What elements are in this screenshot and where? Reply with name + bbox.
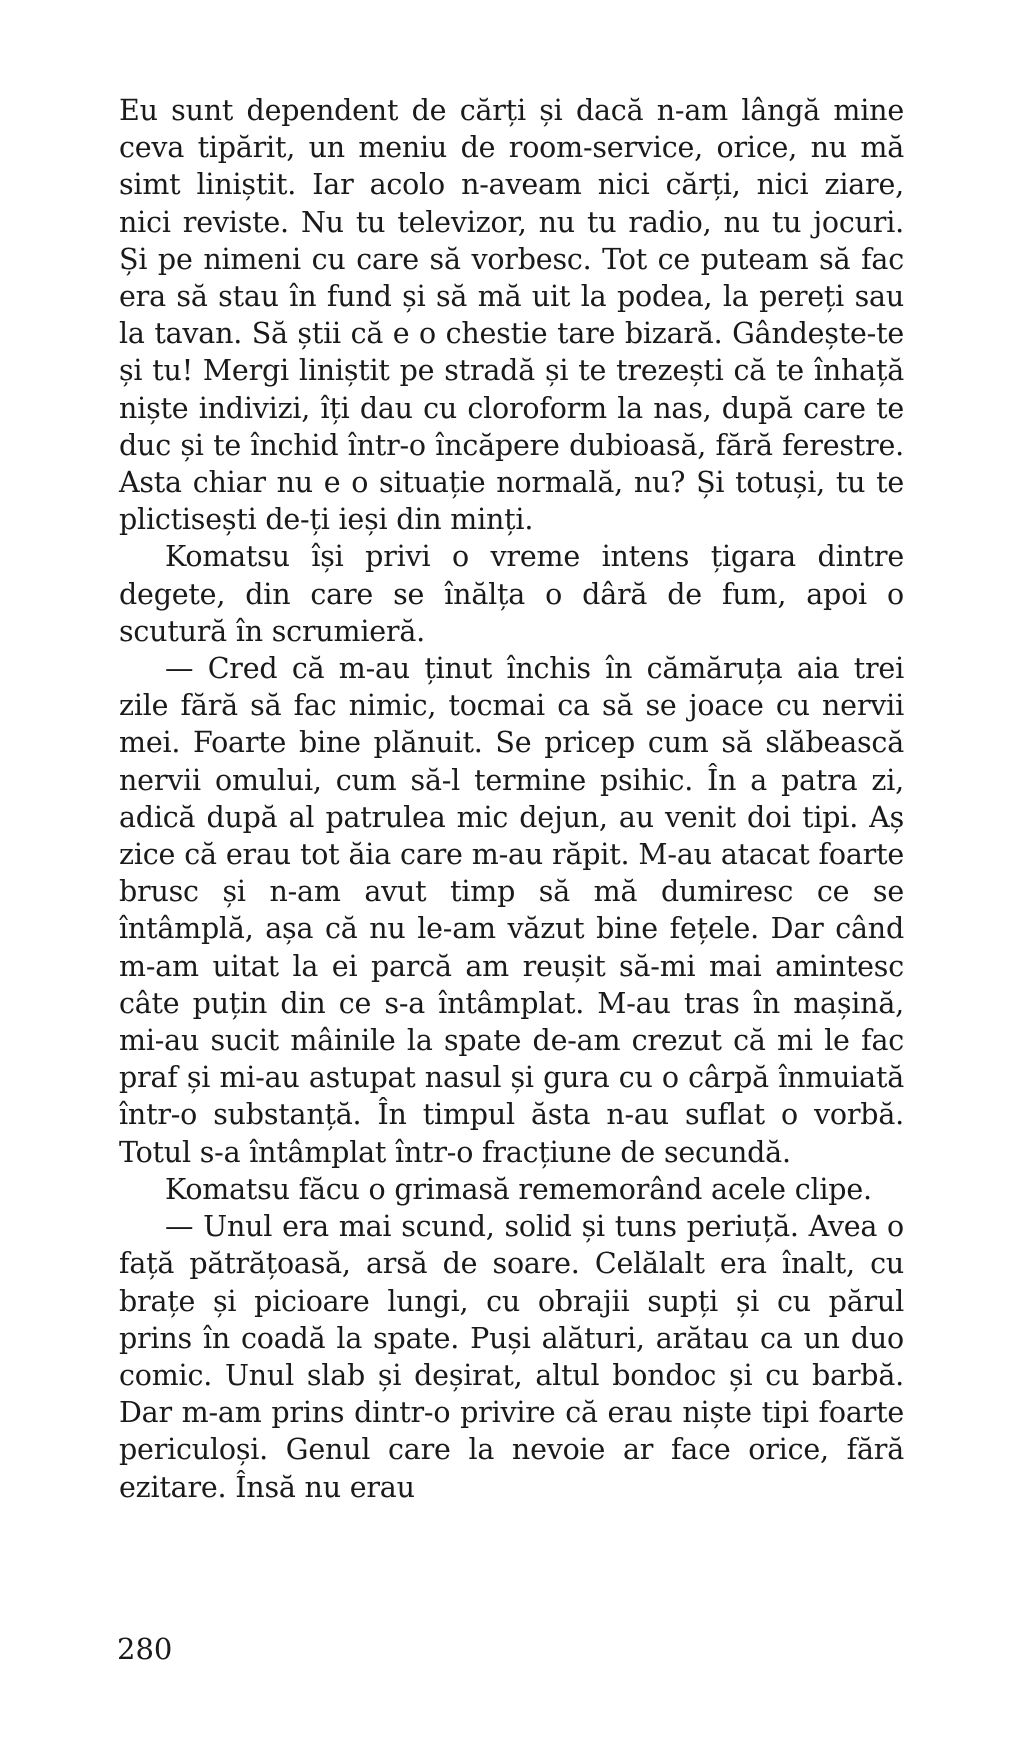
paragraph-2: Komatsu își privi o vreme intens țigara dintre degete, din care se înălța o dâră de fum, apoi o scutură în scrumieră.	[119, 540, 904, 648]
paragraph-1: Eu sunt dependent de cărți și dacă n-am lângă mine ceva tipărit, un meniu de room-service, orice, nu mă simt liniștit. Iar acolo n-aveam nici cărți, nici ziare, nici reviste. Nu tu televizor, nu tu radio, nu tu jocuri. Și pe nimeni cu care să vorbesc. Tot ce puteam să fac era să stau în fund și să mă uit la podea, la pereți sau la tavan. Să știi că e o chestie tare bizară. Gândește-te și tu! Mergi liniștit pe stradă și te trezești că te înhață niște indivizi, îți dau cu cloroform la nas, după care te duc și te închid într-o încăpere dubioasă, fără ferestre. Asta chiar nu e o situație normală, nu? Și totuși, tu te plictisești de-ți ieși din minți.	[119, 94, 904, 537]
paragraph-5: — Unul era mai scund, solid și tuns periuță. Avea o față pătrățoasă, arsă de soare. Celălalt era înalt, cu brațe și picioare lungi, cu obrajii supți și cu părul prins în coadă la spate. Puși alături, arătau ca un duo comic. Unul slab și deșirat, altul bondoc și cu barbă. Dar m-am prins dintr-o privire că erau niște tipi foarte periculoși. Genul care la nevoie ar face orice, fără ezitare. Însă nu erau	[119, 1210, 904, 1504]
paragraph-3: — Cred că m-au ținut închis în cămăruța aia trei zile fără să fac nimic, tocmai ca să se joace cu nervii mei. Foarte bine plănuit. Se pricep cum să slăbească nervii omului, cum să-l termine psihic. În a patra zi, adică după al patrulea mic dejun, au venit doi tipi. Aș zice că erau tot ăia care m-au răpit. M-au atacat foarte brusc și n-am avut timp să mă dumiresc ce se întâmplă, așa că nu le-am văzut bine fețele. Dar când m-am uitat la ei parcă am reușit să-mi mai amintesc câte puțin din ce s-a întâmplat. M-au tras în mașină, mi-au sucit mâinile la spate de-am crezut că mi le fac praf și mi-au astupat nasul și gura cu o cârpă înmuiată într-o substanță. În timpul ăsta n-au suflat o vorbă. Totul s-a întâmplat într-o fracțiune de secundă.	[119, 652, 904, 1169]
page-number: 280	[117, 1632, 173, 1666]
page-body	[119, 92, 904, 1506]
paragraph-4: Komatsu făcu o grimasă rememorând acele clipe.	[165, 1172, 872, 1206]
